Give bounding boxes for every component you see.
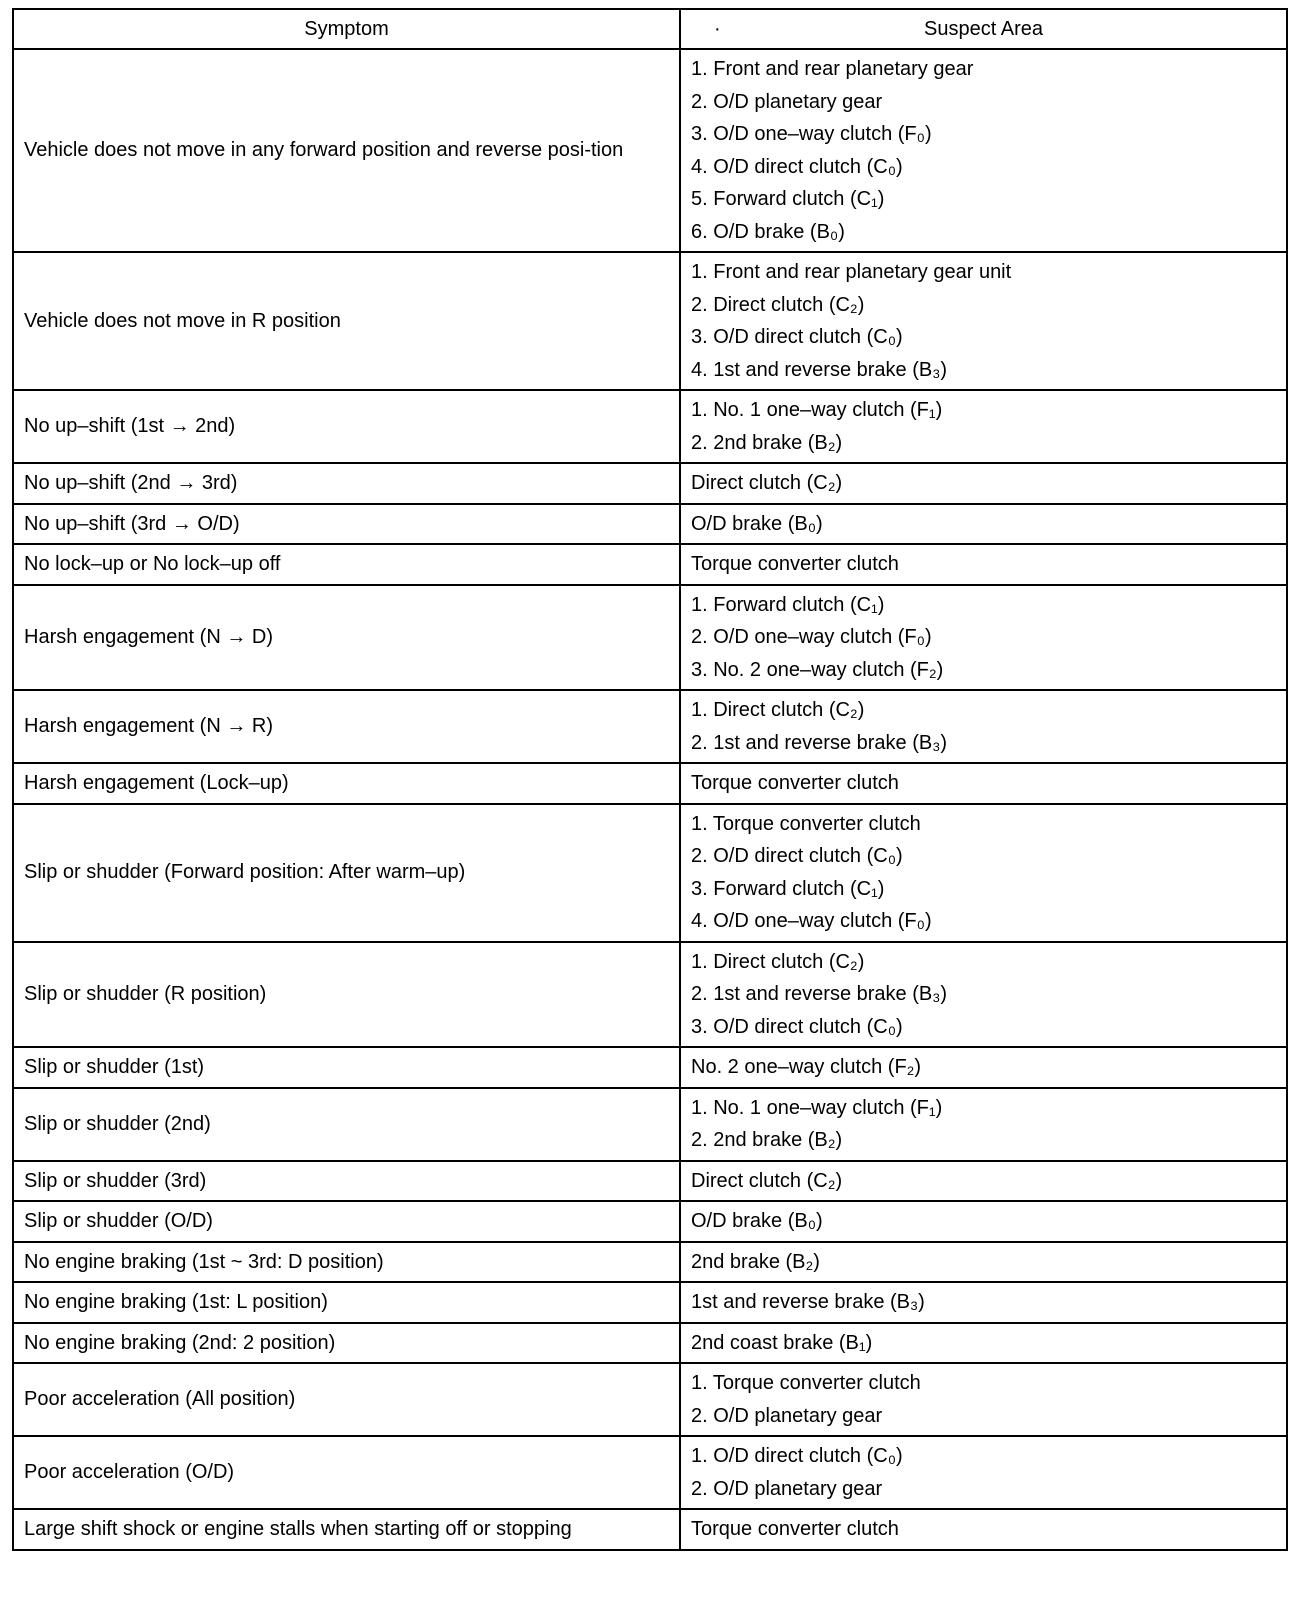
symptom-table [12, 8, 1288, 1551]
symptom-text: Harsh engagement (N → D) [24, 626, 273, 648]
symptom-text: No up–shift (3rd → O/D) [24, 512, 240, 535]
table-row [13, 1201, 1287, 1242]
suspect-area-item: 2nd coast brake (B₁) [691, 1331, 873, 1354]
suspect-area-item: 1. Torque converter clutch [691, 1372, 921, 1394]
suspect-area-item: 4. O/D direct clutch (C₀) [691, 155, 903, 178]
symptom-text: Slip or shudder (1st) [24, 1056, 205, 1078]
suspect-area-item: Direct clutch (C₂) [691, 472, 843, 494]
suspect-area-header-label: Suspect Area [924, 17, 1043, 40]
suspect-area-item: 2. O/D direct clutch (C₀) [691, 845, 903, 867]
suspect-area-item: 2. O/D one–way clutch (F₀) [691, 626, 932, 648]
table-body [13, 49, 1287, 1550]
symptom-text: Vehicle does not move in R position [24, 309, 341, 332]
suspect-area-cell [680, 1323, 1287, 1364]
symptom-text: Slip or shudder (2nd) [24, 1112, 211, 1135]
suspect-area-cell [680, 1201, 1287, 1242]
symptom-column-header: Symptom [13, 9, 680, 49]
table-row [13, 1047, 1287, 1088]
symptom-text: Slip or shudder (3rd) [24, 1169, 207, 1192]
suspect-area-column-header: · Suspect Area [680, 9, 1287, 49]
suspect-area-item: Torque converter clutch [691, 1518, 899, 1540]
suspect-area-item: 3. O/D one–way clutch (F₀) [691, 123, 932, 145]
suspect-area-item: 1. Torque converter clutch [691, 812, 921, 835]
suspect-area-item: No. 2 one–way clutch (F₂) [691, 1056, 922, 1078]
symptom-cell [13, 763, 680, 804]
symptom-text: No lock–up or No lock–up off [24, 553, 281, 575]
suspect-area-item: Torque converter clutch [691, 553, 899, 575]
suspect-area-item: 2. O/D planetary gear [691, 1477, 883, 1500]
symptom-text: No engine braking (2nd: 2 position) [24, 1331, 336, 1354]
suspect-area-cell [680, 463, 1287, 504]
symptom-text: Vehicle does not move in any forward position and reverse posi-tion [24, 139, 624, 162]
suspect-area-cell [680, 1047, 1287, 1088]
suspect-area-item: 1. No. 1 one–way clutch (F₁) [691, 399, 943, 421]
suspect-area-item: 1st and reverse brake (B₃) [691, 1291, 925, 1313]
suspect-area-item: Torque converter clutch [691, 772, 899, 794]
suspect-area-item: 2. Direct clutch (C₂) [691, 293, 865, 316]
table-row [13, 585, 1287, 691]
suspect-area-cell [680, 1161, 1287, 1202]
symptom-text: Poor acceleration (All position) [24, 1388, 296, 1411]
table-header-row [13, 9, 1287, 49]
suspect-area-cell [680, 1088, 1287, 1161]
suspect-area-cell [680, 49, 1287, 252]
suspect-area-item: 1. Forward clutch (C₁) [691, 593, 885, 616]
suspect-area-item: 1. Direct clutch (C₂) [691, 950, 865, 973]
troubleshooting-page [12, 8, 1286, 1551]
suspect-area-cell [680, 763, 1287, 804]
suspect-area-item: 1. No. 1 one–way clutch (F₁) [691, 1096, 943, 1119]
suspect-area-item: 3. No. 2 one–way clutch (F₂) [691, 658, 944, 681]
symptom-text: Harsh engagement (Lock–up) [24, 772, 289, 794]
symptom-text: No engine braking (1st: L position) [24, 1291, 328, 1313]
suspect-area-cell [680, 544, 1287, 585]
table-row [13, 390, 1287, 463]
suspect-area-item: 2. 1st and reverse brake (B₃) [691, 983, 948, 1005]
table-row [13, 1363, 1287, 1436]
suspect-area-item: 4. 1st and reverse brake (B₃) [691, 358, 948, 381]
suspect-area-cell [680, 504, 1287, 545]
suspect-area-item: 6. O/D brake (B₀) [691, 220, 845, 243]
table-row [13, 504, 1287, 545]
symptom-cell [13, 1088, 680, 1161]
suspect-area-item: 5. Forward clutch (C₁) [691, 188, 885, 210]
suspect-area-cell [680, 1436, 1287, 1509]
symptom-cell [13, 504, 680, 545]
suspect-area-item: O/D brake (B₀) [691, 1210, 823, 1232]
suspect-area-cell [680, 690, 1287, 763]
table-row [13, 1088, 1287, 1161]
table-row [13, 463, 1287, 504]
table-row [13, 942, 1287, 1048]
suspect-area-cell [680, 1363, 1287, 1436]
symptom-text: Poor acceleration (O/D) [24, 1461, 235, 1484]
symptom-text: Slip or shudder (Forward position: After warm–up) [24, 861, 466, 884]
suspect-area-item: 2. 2nd brake (B₂) [691, 1129, 843, 1151]
symptom-text: No up–shift (1st → 2nd) [24, 415, 236, 438]
symptom-text: Slip or shudder (O/D) [24, 1210, 213, 1232]
table-row [13, 252, 1287, 390]
suspect-area-cell [680, 390, 1287, 463]
suspect-area-item: 3. O/D direct clutch (C₀) [691, 326, 903, 348]
table-row [13, 804, 1287, 942]
table-row [13, 1161, 1287, 1202]
symptom-cell [13, 1363, 680, 1436]
table-row [13, 763, 1287, 804]
symptom-cell [13, 1201, 680, 1242]
symptom-cell [13, 1242, 680, 1283]
suspect-area-item: 1. Front and rear planetary gear [691, 58, 974, 80]
symptom-text: No up–shift (2nd → 3rd) [24, 472, 238, 494]
suspect-area-item: Direct clutch (C₂) [691, 1169, 843, 1192]
symptom-cell [13, 585, 680, 691]
suspect-area-cell [680, 804, 1287, 942]
suspect-area-cell [680, 1509, 1287, 1550]
suspect-area-item: 1. O/D direct clutch (C₀) [691, 1445, 903, 1467]
symptom-cell [13, 690, 680, 763]
symptom-cell [13, 544, 680, 585]
suspect-area-item: 2. O/D planetary gear [691, 1404, 883, 1427]
table-row [13, 49, 1287, 252]
symptom-text: Slip or shudder (R position) [24, 983, 267, 1005]
suspect-area-item: 2nd brake (B₂) [691, 1250, 820, 1273]
symptom-cell [13, 390, 680, 463]
suspect-area-cell [680, 585, 1287, 691]
suspect-area-item: 2. 2nd brake (B₂) [691, 431, 843, 454]
symptom-cell [13, 252, 680, 390]
table-row [13, 1436, 1287, 1509]
symptom-cell [13, 1323, 680, 1364]
suspect-area-cell [680, 252, 1287, 390]
symptom-cell [13, 49, 680, 252]
suspect-area-item: O/D brake (B₀) [691, 512, 823, 535]
symptom-text: No engine braking (1st ~ 3rd: D position) [24, 1250, 384, 1273]
symptom-text: Large shift shock or engine stalls when starting off or stopping [24, 1518, 572, 1540]
symptom-cell [13, 804, 680, 942]
table-row [13, 690, 1287, 763]
table-row [13, 1323, 1287, 1364]
symptom-text: Harsh engagement (N → R) [24, 715, 273, 738]
suspect-area-item: 1. Direct clutch (C₂) [691, 699, 865, 721]
symptom-cell [13, 1436, 680, 1509]
symptom-cell [13, 1509, 680, 1550]
symptom-cell [13, 1047, 680, 1088]
symptom-cell [13, 1161, 680, 1202]
table-row [13, 1282, 1287, 1323]
suspect-area-item: 1. Front and rear planetary gear unit [691, 261, 1012, 283]
suspect-area-item: 4. O/D one–way clutch (F₀) [691, 910, 932, 932]
symptom-cell [13, 463, 680, 504]
suspect-area-item: 3. Forward clutch (C₁) [691, 877, 885, 900]
suspect-area-cell [680, 1242, 1287, 1283]
table-row [13, 1242, 1287, 1283]
suspect-area-cell [680, 942, 1287, 1048]
symptom-cell [13, 942, 680, 1048]
suspect-area-item: 2. 1st and reverse brake (B₃) [691, 731, 948, 754]
table-row [13, 1509, 1287, 1550]
symptom-cell [13, 1282, 680, 1323]
suspect-area-item: 3. O/D direct clutch (C₀) [691, 1015, 903, 1038]
table-row [13, 544, 1287, 585]
suspect-area-item: 2. O/D planetary gear [691, 90, 883, 113]
suspect-area-cell [680, 1282, 1287, 1323]
